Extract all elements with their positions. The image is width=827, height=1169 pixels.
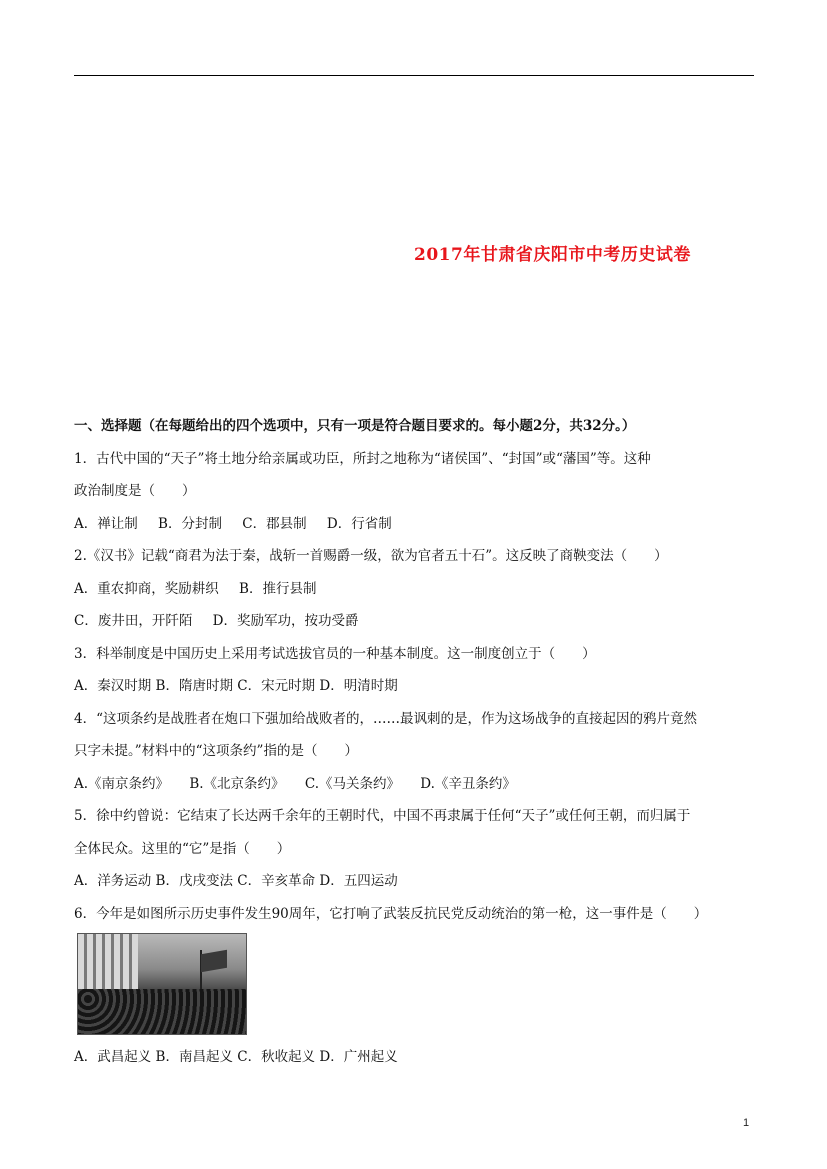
question-text: 全体民众。这里的“它”是指（ ） xyxy=(74,840,291,857)
question-4 xyxy=(74,703,756,801)
section-heading: 一、选择题（在每题给出的四个选项中，只有一项是符合题目要求的。每小题2分，共32分。） xyxy=(74,418,636,434)
document-title: 2017年甘肃省庆阳市中考历史试卷 xyxy=(414,245,691,265)
option-c[interactable]: C．废井田，开阡陌 xyxy=(74,613,193,629)
question-text: 5．徐中约曾说：它结束了长达两千余年的王朝时代，中国不再隶属于任何“天子”或任何王朝，而归属于 xyxy=(74,808,691,824)
option-a[interactable]: A．禅让制 xyxy=(74,515,138,532)
options-row xyxy=(74,768,756,801)
option-c[interactable]: C.《马关条约》 xyxy=(304,775,400,792)
historical-event-photo xyxy=(77,933,247,1035)
question-text: 1．古代中国的“天子”将土地分给亲属或功臣，所封之地称为“诸侯国”、“封国”或“藩国”等。这种 xyxy=(74,450,651,467)
options-row xyxy=(74,605,756,638)
option-b[interactable]: B．分封制 xyxy=(158,515,222,532)
exam-content xyxy=(74,410,756,1074)
header-rule xyxy=(74,75,754,76)
option-d[interactable]: D．行省制 xyxy=(326,515,392,532)
flag-shape xyxy=(201,950,227,973)
question-text: 政治制度是（ ） xyxy=(74,483,196,499)
option-d[interactable]: D.《辛丑条约》 xyxy=(420,775,516,792)
question-text: 2.《汉书》记载“商君为法于秦，战斩一首赐爵一级，欲为官者五十石”。这反映了商鞅变法（ ） xyxy=(74,548,668,564)
options-row[interactable]: A．秦汉时期 B．隋唐时期 C．宋元时期 D．明清时期 xyxy=(74,678,398,694)
option-a[interactable]: A.《南京条约》 xyxy=(74,775,170,792)
question-2 xyxy=(74,540,756,638)
options-row[interactable]: A．洋务运动 B．戊戌变法 C．辛亥革命 D．五四运动 xyxy=(74,873,398,889)
crowd-shape xyxy=(78,989,246,1034)
page-number: 1 xyxy=(743,1117,750,1129)
option-c[interactable]: C．郡县制 xyxy=(242,515,307,532)
question-1 xyxy=(74,443,756,541)
option-b[interactable]: B．推行县制 xyxy=(239,580,317,597)
options-row[interactable]: A．武昌起义 B．南昌起义 C．秋收起义 D．广州起义 xyxy=(74,1049,398,1065)
question-text: 3．科举制度是中国历史上采用考试选拔官员的一种基本制度。这一制度创立于（ ） xyxy=(74,645,596,662)
option-a[interactable]: A．重农抑商，奖励耕织 xyxy=(74,580,219,597)
question-3 xyxy=(74,638,756,703)
option-b[interactable]: B.《北京条约》 xyxy=(189,775,285,792)
question-text: 只字未提。”材料中的“这项条约”指的是（ ） xyxy=(74,743,358,759)
options-row xyxy=(74,508,756,541)
question-text: 6．今年是如图所示历史事件发生90周年，它打响了武装反抗民党反动统治的第一枪，这一事件是（ ） xyxy=(74,905,708,922)
option-d[interactable]: D．奖励军功，按功受爵 xyxy=(212,613,359,629)
question-6 xyxy=(74,898,756,1074)
options-row xyxy=(74,573,756,606)
question-text: 4．“这项条约是战胜者在炮口下强加给战败者的，……最讽刺的是，作为这场战争的直接起因的鸦片竟然 xyxy=(74,710,697,727)
question-5 xyxy=(74,800,756,898)
